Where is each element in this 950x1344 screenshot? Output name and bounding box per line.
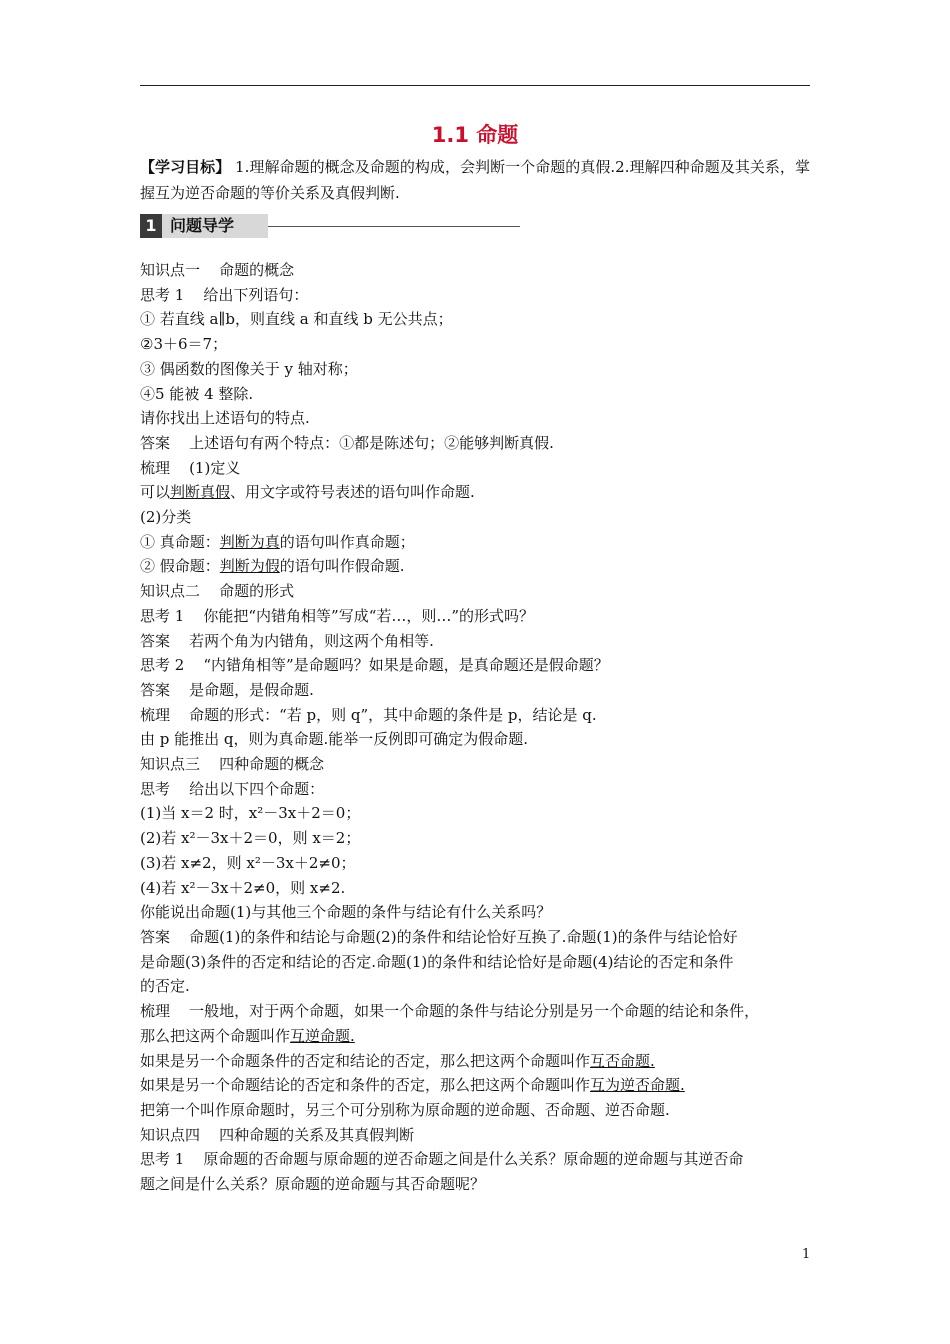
text-line <box>140 505 810 530</box>
text-segment: 梳理 命题的形式：“若 p，则 q”，其中命题的条件是 p，结论是 q. <box>140 705 597 724</box>
text-line <box>140 357 810 382</box>
text-segment: ② 假命题： <box>140 557 220 576</box>
text-segment: 如果是另一个命题结论的否定和条件的否定，那么把这两个命题叫作 <box>140 1076 591 1095</box>
underlined-term: 互逆命题. <box>290 1026 355 1045</box>
text-segment: 知识点一 命题的概念 <box>140 261 295 279</box>
text-segment: ②3＋6＝7； <box>140 335 228 354</box>
text-line <box>140 307 810 332</box>
text-segment: 思考 1 给出下列语句： <box>140 285 309 304</box>
text-line <box>140 554 810 579</box>
text-line <box>140 629 810 654</box>
text-line <box>140 925 810 950</box>
section-header <box>140 214 810 238</box>
text-segment: (2)若 x²－3x＋2＝0，则 x＝2； <box>140 829 361 848</box>
text-segment: 答案 是命题，是假命题. <box>140 680 314 699</box>
text-line <box>140 727 810 752</box>
text-line <box>140 258 810 283</box>
section-rule <box>268 226 520 227</box>
text-segment: (4)若 x²－3x＋2≠0，则 x≠2. <box>140 878 346 897</box>
text-segment: 那么把这两个命题叫作 <box>140 1026 291 1045</box>
text-line <box>140 876 810 901</box>
text-line <box>140 1172 810 1197</box>
text-segment: 把第一个叫作原命题时，另三个可分别称为原命题的逆命题、否命题、逆否命题. <box>140 1100 670 1119</box>
text-line <box>140 456 810 481</box>
text-segment: 梳理 一般地，对于两个命题，如果一个命题的条件与结论分别是另一个命题的结论和条件， <box>140 1002 760 1021</box>
text-segment: 答案 上述语句有两个特点：①都是陈述句；②能够判断真假. <box>140 433 554 452</box>
text-line <box>140 406 810 431</box>
text-line <box>140 480 810 505</box>
text-line <box>140 1073 810 1098</box>
content-body <box>140 154 810 1197</box>
text-lines <box>140 258 810 1197</box>
text-segment: 知识点二 命题的形式 <box>140 582 295 601</box>
text-line <box>140 703 810 728</box>
text-segment: (3)若 x≠2，则 x²－3x＋2≠0； <box>140 853 356 872</box>
section-number: 1 <box>140 214 162 238</box>
text-line <box>140 1098 810 1123</box>
underlined-term: 互否命题. <box>590 1051 655 1070</box>
text-segment: 由 p 能推出 q，则为真命题.能举一反例即可确定为假命题. <box>140 730 529 749</box>
text-segment: ④5 能被 4 整除. <box>140 384 254 403</box>
text-line <box>140 1024 810 1049</box>
text-segment: 思考 2 “内错角相等”是命题吗？如果是命题，是真命题还是假命题？ <box>140 656 609 675</box>
text-segment: (2)分类 <box>140 508 192 527</box>
text-line <box>140 752 810 777</box>
text-line <box>140 826 810 851</box>
text-segment: 的否定. <box>140 977 190 996</box>
text-line <box>140 974 810 999</box>
text-segment: ① 若直线 a∥b，则直线 a 和直线 b 无公共点； <box>140 310 453 329</box>
text-segment: 梳理 (1)定义 <box>140 458 241 477</box>
text-line <box>140 1147 810 1172</box>
section-title: 问题导学 <box>170 216 235 235</box>
text-segment: 题之间是什么关系？原命题的逆命题与其否命题呢？ <box>140 1175 486 1194</box>
text-line <box>140 1049 810 1074</box>
text-segment: 你能说出命题(1)与其他三个命题的条件与结论有什么关系吗？ <box>140 903 552 922</box>
underlined-term: 判断真假 <box>170 483 231 502</box>
text-line <box>140 382 810 407</box>
text-segment: 请你找出上述语句的特点. <box>140 409 310 428</box>
text-segment: ① 真命题： <box>140 532 220 551</box>
underlined-term: 判断为真 <box>219 532 280 551</box>
text-segment: (1)当 x＝2 时，x²－3x＋2＝0； <box>140 804 361 823</box>
text-segment: 思考 给出以下四个命题： <box>140 779 325 798</box>
text-segment: 如果是另一个命题条件的否定和结论的否定，那么把这两个命题叫作 <box>140 1051 591 1070</box>
text-line <box>140 851 810 876</box>
text-line <box>140 283 810 308</box>
header-rule <box>140 85 810 86</box>
underlined-term: 判断为假 <box>219 557 280 576</box>
page-title: 1.1 命题 <box>431 123 519 147</box>
text-segment: 可以 <box>140 483 171 502</box>
text-line <box>140 604 810 629</box>
text-line <box>140 1123 810 1148</box>
underlined-term: 互为逆否命题. <box>590 1076 685 1095</box>
text-segment: 思考 1 你能把“内错角相等”写成“若…，则…”的形式吗？ <box>140 606 535 625</box>
text-line <box>140 801 810 826</box>
text-line <box>140 678 810 703</box>
text-segment: 答案 若两个角为内错角，则这两个角相等. <box>140 631 434 650</box>
text-segment: 是命题(3)条件的否定和结论的否定.命题(1)的条件和结论恰好是命题(4)结论的否定和条件 <box>140 952 734 971</box>
text-segment: 的语句叫作真命题； <box>279 532 415 551</box>
text-line <box>140 332 810 357</box>
text-segment: 答案 命题(1)的条件和结论与命题(2)的条件和结论恰好互换了.命题(1)的条件与结论恰好 <box>140 927 738 946</box>
text-segment: 知识点四 四种命题的关系及其真假判断 <box>140 1125 415 1144</box>
learning-objectives <box>140 154 810 206</box>
text-segment: 的语句叫作假命题. <box>279 557 405 576</box>
text-segment: 思考 1 原命题的否命题与原命题的逆否命题之间是什么关系？原命题的逆命题与其逆否命 <box>140 1150 744 1169</box>
text-segment: 知识点三 四种命题的概念 <box>140 755 325 774</box>
text-segment: 、用文字或符号表述的语句叫作命题. <box>230 483 475 502</box>
objectives-text: 1.理解命题的概念及命题的构成，会判断一个命题的真假.2.理解四种命题及其关系，掌握互为逆否命题的等价关系及真假判断. <box>140 158 810 202</box>
page-number: 1 <box>802 1247 811 1262</box>
text-line <box>140 431 810 456</box>
text-segment: ③ 偶函数的图像关于 y 轴对称； <box>140 359 358 378</box>
text-line <box>140 777 810 802</box>
text-line <box>140 900 810 925</box>
text-line <box>140 950 810 975</box>
text-line <box>140 653 810 678</box>
text-line <box>140 530 810 555</box>
text-line <box>140 999 810 1024</box>
objectives-tag: 【学习目标】 <box>140 158 231 176</box>
text-line <box>140 579 810 604</box>
